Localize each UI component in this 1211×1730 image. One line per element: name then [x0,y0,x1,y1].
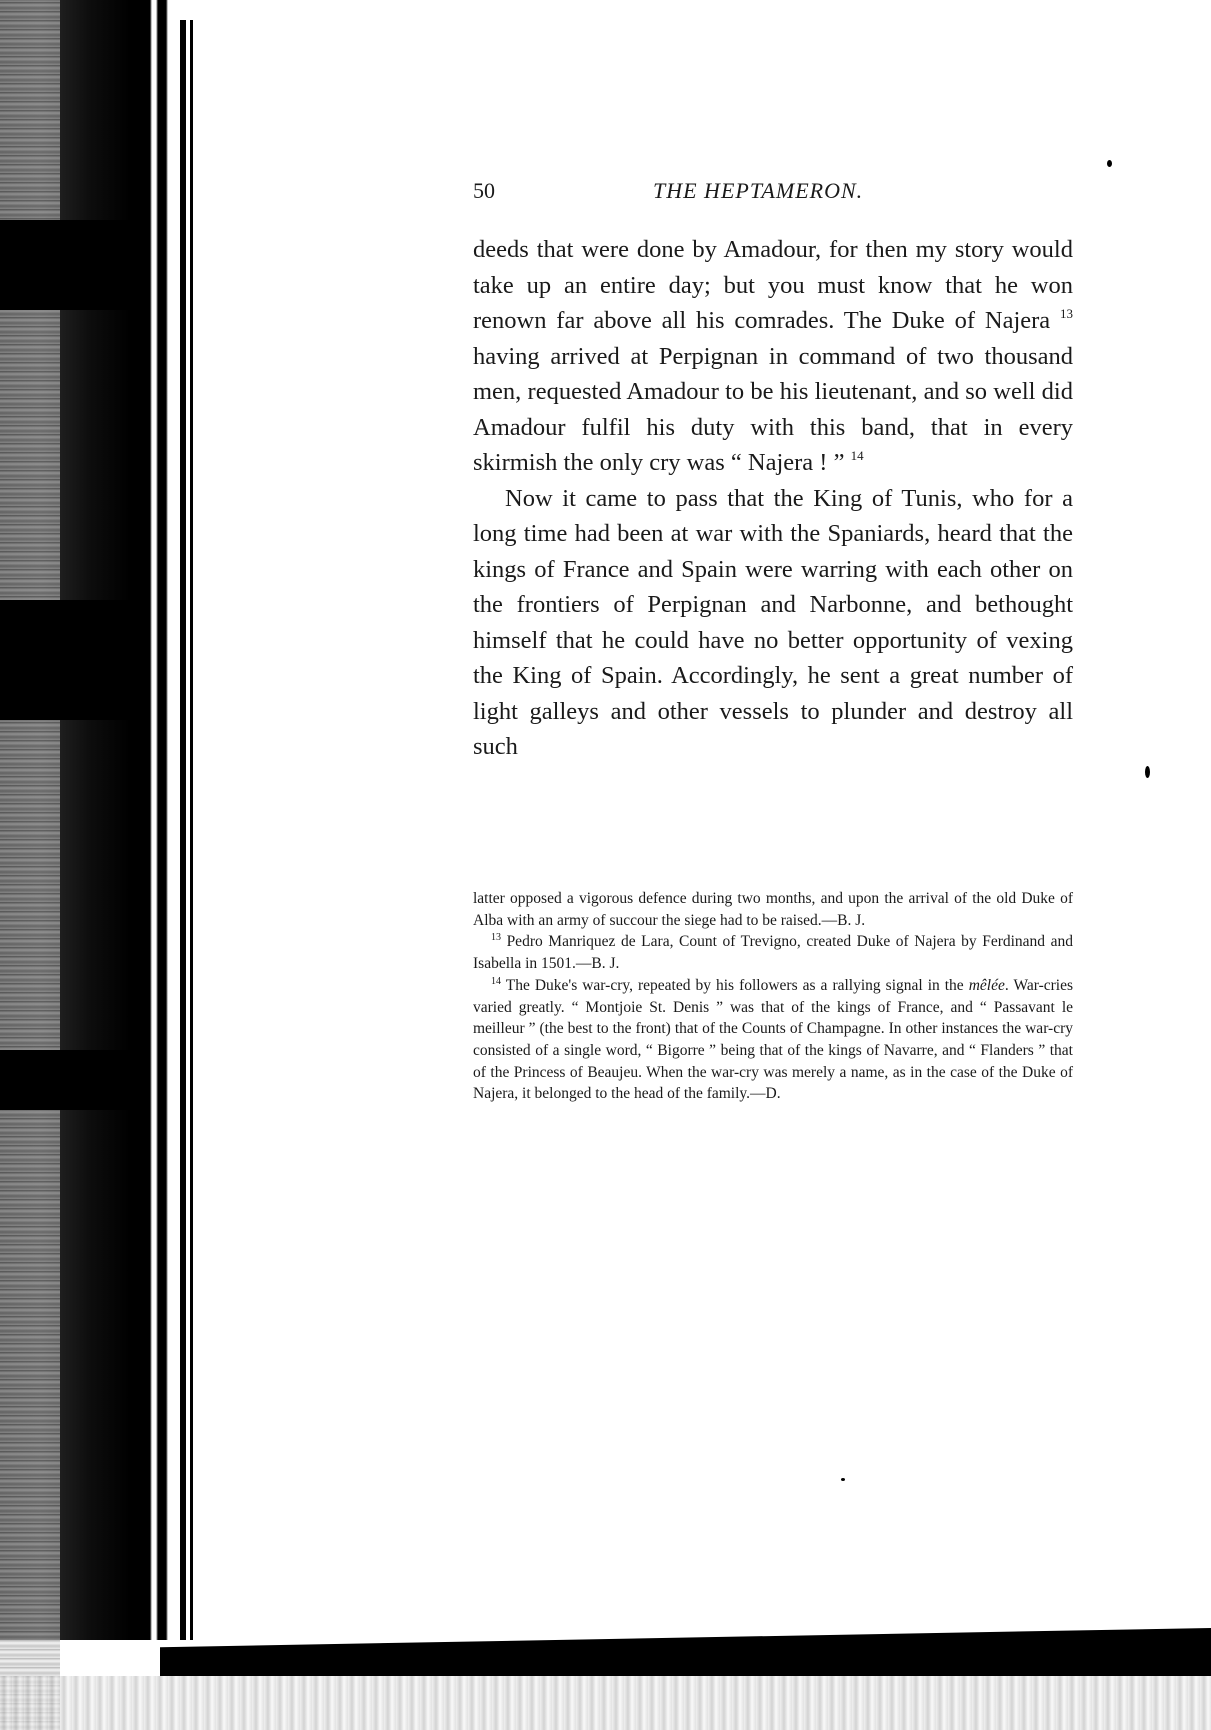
paragraph: deeds that were done by Amadour, for then my story would take up an entire day; but you must know that he won renown far above all his comrades. The Duke of Najera $^{13}$ having arrived at Perpignan in command of two thousand men, requested Amadour to be his lieutenant, and so well did Amadour fulfil his duty with this band, that in every skirmish the only cry was “ Najera ! ” $^{14}$ [473,236,1073,476]
spine-band [0,600,150,720]
body-text [473,232,1073,765]
footnote-marker: 13 [491,932,501,944]
scan-noise-bottom [0,1676,1211,1730]
footnote-marker: 14 [491,975,501,987]
scan-speck [1145,766,1150,778]
footnote-13: $^{13}$ Pedro Manriquez de Lara, Count of Trevigno, created Duke of Najera by Ferdinand and Isabella in 1501.—B. J. [473,932,1073,973]
footnote-ref: 14 [850,448,864,463]
footnote-ref: 13 [1060,306,1073,321]
running-title: THE HEPTAMERON. [653,178,864,203]
running-head [473,178,1073,208]
page-bottom-shadow [160,1628,1211,1676]
paragraph: Now it came to pass that the King of Tunis, who for a long time had been at war with the Spaniards, heard that the kings of France and Spain were warring with each other on the frontiers of Perpignan and Narbonne, and bethought himself that he could have no better opportunity of vexing the King of Spain. Accordingly, he sent a great number of light galleys and other vessels to plunder and destroy all such [473,484,1073,760]
scan-speck [841,1478,845,1481]
footnotes [473,888,1073,1105]
page-number: 50 [473,178,495,203]
scan-speck [1107,160,1112,167]
footnote-14: $^{14}$ The Duke's war-cry, repeated by his followers as a rallying signal in the mêlée. War-cries varied greatly. “ Montjoie St. Denis ” was that of the kings of France, and “ Passavant le meilleur ” (the best to the front) that of the Counts of Champagne. In other instances the war-cry consisted of a single word, “ Bigorre ” being that of the kings of Navarre, and “ Flanders ” that of the Princess of Beaujeu. When the war-cry was merely a name, as in the case of the Duke of Najera, it belonged to the head of the family.—D. [473,975,1073,1103]
footnote-continued: latter opposed a vigorous defence during two months, and upon the arrival of the old Duke of Alba with an army of succour the siege had to be raised.—B. J. [473,890,1073,929]
spine-band [0,1050,150,1110]
binding-rule [190,20,193,1640]
binding-rule [180,20,186,1640]
spine-band [0,220,150,310]
